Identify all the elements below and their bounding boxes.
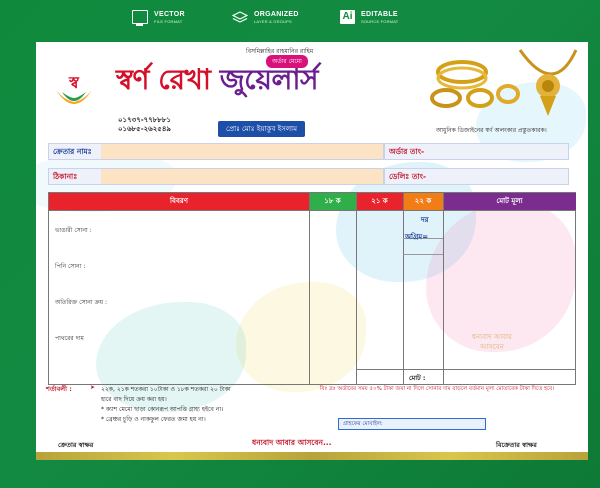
terms-line: * ব্রেঞ্চর চুড়ি ও নাকফুল ফেরত জমা হয় না।	[101, 416, 206, 423]
organized-badge	[232, 10, 299, 24]
badge-title: ORGANIZED	[254, 10, 299, 18]
customer-mobile-field[interactable]: গ্রাহকের মোবাইল:	[338, 418, 486, 430]
bismillah-text: বিসমিল্লাহির রাহমানির রাহিম	[246, 48, 314, 55]
gold-footer-strip	[36, 452, 588, 460]
badge-subtitle: SOURCE FORMAT	[361, 18, 399, 24]
buyer-name-label: ক্রেতার নামঃ	[53, 147, 92, 156]
header-18k: ১৮ ক	[309, 193, 356, 210]
phone-1: ০১৭৩৭-৭৭৮৮৮১	[118, 116, 171, 124]
address-label: ঠিকানাঃ	[53, 172, 78, 181]
thanks-text: ধন্যবাদ আবার আসবেন...	[252, 438, 332, 447]
advance-cell[interactable]	[403, 241, 443, 255]
badge-title: EDITABLE	[361, 10, 398, 18]
logo-text: স্ব	[69, 73, 79, 92]
proprietor-label: প্রোঃ মোঃ ইয়াকুব ইসলাম	[218, 121, 305, 137]
monitor-icon	[132, 10, 148, 24]
header-21k: ২১ ক	[356, 193, 403, 210]
total-divider	[356, 369, 576, 370]
delivery-date-label: ডেলিঃ তাং-	[389, 172, 427, 181]
notice-text: বিঃ দ্রঃ অর্ডারের সময় ৫০% টাকা জমা না দিলে সোনার দাম বাড়লে বর্তমান মূল্য মোতাবেক টাকা দিতে হবে।	[319, 386, 555, 392]
arrow-icon: ➤	[90, 384, 96, 391]
row-label: ভাঙারী সোনা :	[55, 227, 92, 234]
total-label: মোট :	[409, 374, 426, 382]
header-description: বিবরণ	[49, 193, 309, 210]
row-label: পিনি সোনা :	[55, 263, 86, 270]
editable-badge	[340, 10, 398, 24]
seller-signature: বিক্রেতার স্বাক্ষর	[496, 441, 537, 449]
watermark-line: আসবেন	[480, 343, 504, 351]
gold-jewellery-illustration	[416, 42, 588, 122]
shop-title-part1: স্বর্ণ রেখা	[116, 63, 211, 96]
column-divider	[309, 193, 310, 384]
column-divider	[443, 193, 444, 384]
address-field[interactable]	[48, 168, 384, 185]
badge-subtitle: LAYER & GROUPS	[254, 18, 292, 24]
shop-tagline: আধুনিক ডিজাইনের স্বর্ণ অলংকার প্রস্তুতকারক।	[436, 127, 547, 134]
watermark-line: ধন্যবাদ আবার	[472, 333, 512, 341]
header-total-price: মোট মূল্য	[443, 193, 576, 210]
header-divider	[49, 210, 576, 211]
terms-heading: শর্তাবলী :	[46, 385, 72, 393]
order-memo-tag: অর্ডার মেমো	[266, 55, 308, 68]
header-22k: ২২ ক	[403, 193, 443, 210]
badge-title: VECTOR	[154, 10, 185, 18]
order-date-label: অর্ডার তাং-	[389, 147, 425, 156]
column-divider	[356, 193, 357, 384]
vector-badge	[132, 10, 185, 24]
shop-title-part2: জুয়েলার্স	[219, 63, 319, 96]
row-label: পাথরের দাম	[55, 335, 84, 342]
terms-line: * ক্যাশ মেমো ছাড়া কোনরূপ আপত্তি গ্রাহ্য হইবে না।	[101, 406, 224, 413]
terms-line: হারে বাদ দিয়ে ক্রয় করা হয়।	[101, 396, 167, 403]
phone-numbers	[118, 116, 171, 134]
badge-subtitle: FILE FORMAT	[154, 18, 183, 24]
buyer-signature: ক্রেতার স্বাক্ষর	[58, 441, 94, 449]
order-table	[48, 192, 576, 385]
phone-2: ০১৬৮৫-২৬২৫৪৯	[118, 125, 171, 133]
buyer-name-field[interactable]	[48, 143, 384, 160]
row-label: অতিরিক্ত সোনা ক্রয় :	[55, 299, 108, 306]
info-bar	[0, 0, 600, 40]
advance-label: অগ্রিম=	[405, 233, 429, 241]
brand-logo	[48, 60, 100, 120]
layers-icon	[232, 10, 248, 24]
rate-label: দর	[421, 216, 429, 224]
column-divider	[403, 193, 404, 384]
shop-title	[116, 58, 318, 105]
order-memo-paper	[36, 42, 588, 460]
ai-icon: Ai	[340, 10, 355, 24]
order-date-field[interactable]	[384, 143, 569, 160]
delivery-date-field[interactable]	[384, 168, 569, 185]
terms-line: ২২ক, ২১ক শতকরা ১০টাকা ও ১৮ক শতকরা ২০ টাকা	[101, 386, 231, 393]
watermark-text	[472, 332, 512, 352]
